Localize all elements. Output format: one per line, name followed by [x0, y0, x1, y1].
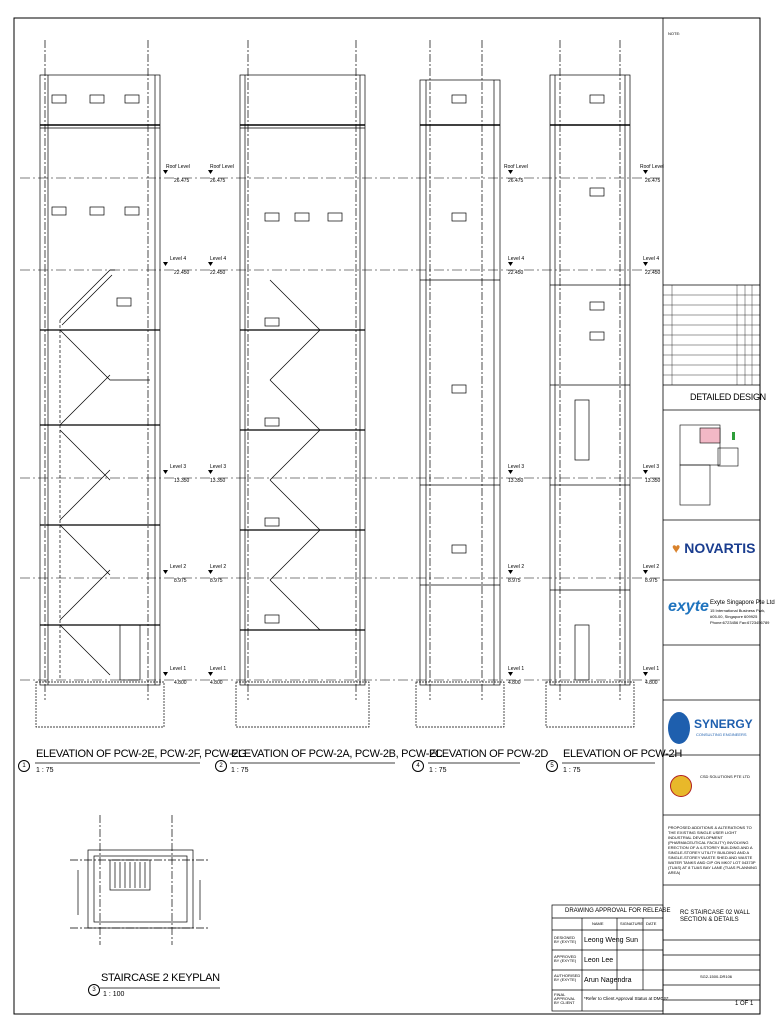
csd-logo-icon — [670, 775, 692, 797]
level-value-1-4: 4.800 — [508, 680, 521, 686]
drawing-title: RC STAIRCASE 02 WALL SECTION & DETAILS — [680, 910, 750, 924]
contractor-line-1: 15 International Business Park, — [710, 608, 766, 613]
approval-heading: DRAWING APPROVAL FOR RELEASE — [565, 908, 671, 914]
level-label-3-5: Level 3 — [643, 464, 660, 470]
approval-col-name: NAME — [592, 921, 604, 926]
level-value-2-2: 8.975 — [210, 578, 223, 584]
level-label-4-4: Level 4 — [508, 256, 525, 262]
elevation-4-scale: 1 : 75 — [429, 767, 447, 774]
contractor-line-2: #05-00, Singapore 609925 — [710, 614, 758, 619]
level-value-2: 8.975 — [174, 578, 187, 584]
level-value-1-5: 4.800 — [645, 680, 658, 686]
keyplan-title: STAIRCASE 2 KEYPLAN — [101, 972, 220, 984]
level-label-4-2: Level 4 — [210, 256, 227, 262]
structural-consultant: CSD SOLUTIONS PTE LTD — [700, 774, 750, 779]
elevation-4-number: 4 — [412, 760, 424, 772]
synergy-name: SYNERGY — [694, 717, 753, 731]
level-label-3: Level 3 — [170, 464, 187, 470]
approval-role-authorised: AUTHORISED BY (EXYTE) — [554, 973, 581, 982]
novartis-logo: ♥ NOVARTIS — [672, 540, 756, 556]
contractor-name: Exyte Singapore Pte Ltd — [710, 600, 775, 606]
level-value-1-2: 4.800 — [210, 680, 223, 686]
approval-name-authorised: Arun Nagendra — [584, 977, 632, 984]
level-value-3-2: 13.350 — [210, 478, 226, 484]
drawing-number: SG2-1500-DR106 — [700, 974, 733, 979]
level-value-2-5: 8.975 — [645, 578, 658, 584]
project-phase: DETAILED DESIGN — [690, 392, 766, 402]
keyplan-scale: 1 : 100 — [103, 991, 125, 998]
level-label-roof-5: Roof Level — [640, 164, 664, 170]
level-value-4-2: 22.450 — [210, 270, 226, 276]
level-value-4-4: 22.450 — [508, 270, 524, 276]
elevation-5-title: ELEVATION OF PCW-2H — [563, 748, 682, 760]
elevation-1-number: 1 — [18, 760, 30, 772]
elevation-1-title: ELEVATION OF PCW-2E, PCW-2F, PCW-2G — [36, 748, 247, 760]
level-value-3-5: 13.350 — [645, 478, 661, 484]
approval-col-date: DATE — [646, 921, 657, 926]
elevation-2-scale: 1 : 75 — [231, 767, 249, 774]
project-description: PROPOSED ADDITIONS & ALTERATIONS TO THE EXISTING SINGLE USER LIGHT INDUSTRIAL DEVELOPMENT (PHARMACEUTICAL FACILITY) INVOLVING ERECTION OF A 4-STOREY BUILDING AND A SINGLE-STOREY UTILITY BUILDING AND A SINGLE-STOREY WASTE SHED AND WASTE WATER TANKS AND CIP ON MK07 LOT 04373P (TUAS) AT 8 TUAS BAY LANE (TUAS PLANNING AREA) — [668, 825, 757, 875]
level-label-2-2: Level 2 — [210, 564, 227, 570]
approval-col-signature: SIGNATURE — [620, 921, 644, 926]
elevation-2-number: 2 — [215, 760, 227, 772]
level-value-4-5: 22.450 — [645, 270, 661, 276]
approval-name-designed: Leong Weng Sun — [584, 937, 638, 944]
level-label-3-4: Level 3 — [508, 464, 525, 470]
level-label-2-5: Level 2 — [643, 564, 660, 570]
notes-label: NOTE: — [668, 31, 681, 36]
approval-role-designed: DESIGNED BY (EXYTE) — [554, 935, 577, 944]
contractor-line-3: Phone:6723456 Fax:6723456789 — [710, 620, 770, 625]
elevation-5-number: 5 — [546, 760, 558, 772]
approval-client-note: *Refer to Client Approval Status at DMCS* — [584, 996, 669, 1001]
elevation-5-scale: 1 : 75 — [563, 767, 581, 774]
keyplan-number: 3 — [88, 984, 100, 996]
level-value-2-4: 8.975 — [508, 578, 521, 584]
approval-name-approved: Leon Lee — [584, 957, 614, 964]
level-value-4: 22.450 — [174, 270, 190, 276]
level-label-4: Level 4 — [170, 256, 187, 262]
level-label-1-4: Level 1 — [508, 666, 525, 672]
synergy-logo-icon — [668, 712, 690, 744]
elevation-1-scale: 1 : 75 — [36, 767, 54, 774]
elevation-2-title: ELEVATION OF PCW-2A, PCW-2B, PCW-2C — [231, 748, 443, 760]
level-value-1: 4.800 — [174, 680, 187, 686]
exyte-logo: exyte — [668, 598, 709, 615]
level-label-4-5: Level 4 — [643, 256, 660, 262]
synergy-subtitle: CONSULTING ENGINEERS — [696, 732, 747, 737]
level-label-2: Level 2 — [170, 564, 187, 570]
level-label-3-2: Level 3 — [210, 464, 227, 470]
level-value-roof-2: 26.475 — [210, 178, 226, 184]
level-value-3-4: 13.350 — [508, 478, 524, 484]
level-label-roof-4: Roof Level — [504, 164, 528, 170]
level-label-1-2: Level 1 — [210, 666, 227, 672]
level-label-2-4: Level 2 — [508, 564, 525, 570]
level-value-roof-4: 26.475 — [508, 178, 524, 184]
novartis-flame-icon: ♥ — [672, 540, 681, 556]
approval-role-client: FINAL APPROVAL BY CLIENT — [554, 992, 576, 1005]
level-value-roof-5: 26.475 — [645, 178, 661, 184]
level-value-roof: 26.475 — [174, 178, 190, 184]
sheet-number: 1 OF 1 — [735, 1001, 754, 1007]
elevation-4-title: ELEVATION OF PCW-2D — [429, 748, 548, 760]
level-label-1-5: Level 1 — [643, 666, 660, 672]
level-label-1: Level 1 — [170, 666, 187, 672]
level-value-3: 13.350 — [174, 478, 190, 484]
level-label-roof-2: Roof Level — [210, 164, 234, 170]
approval-role-approved: APPROVED BY (EXYTE) — [554, 954, 577, 963]
level-label-roof: Roof Level — [166, 164, 190, 170]
